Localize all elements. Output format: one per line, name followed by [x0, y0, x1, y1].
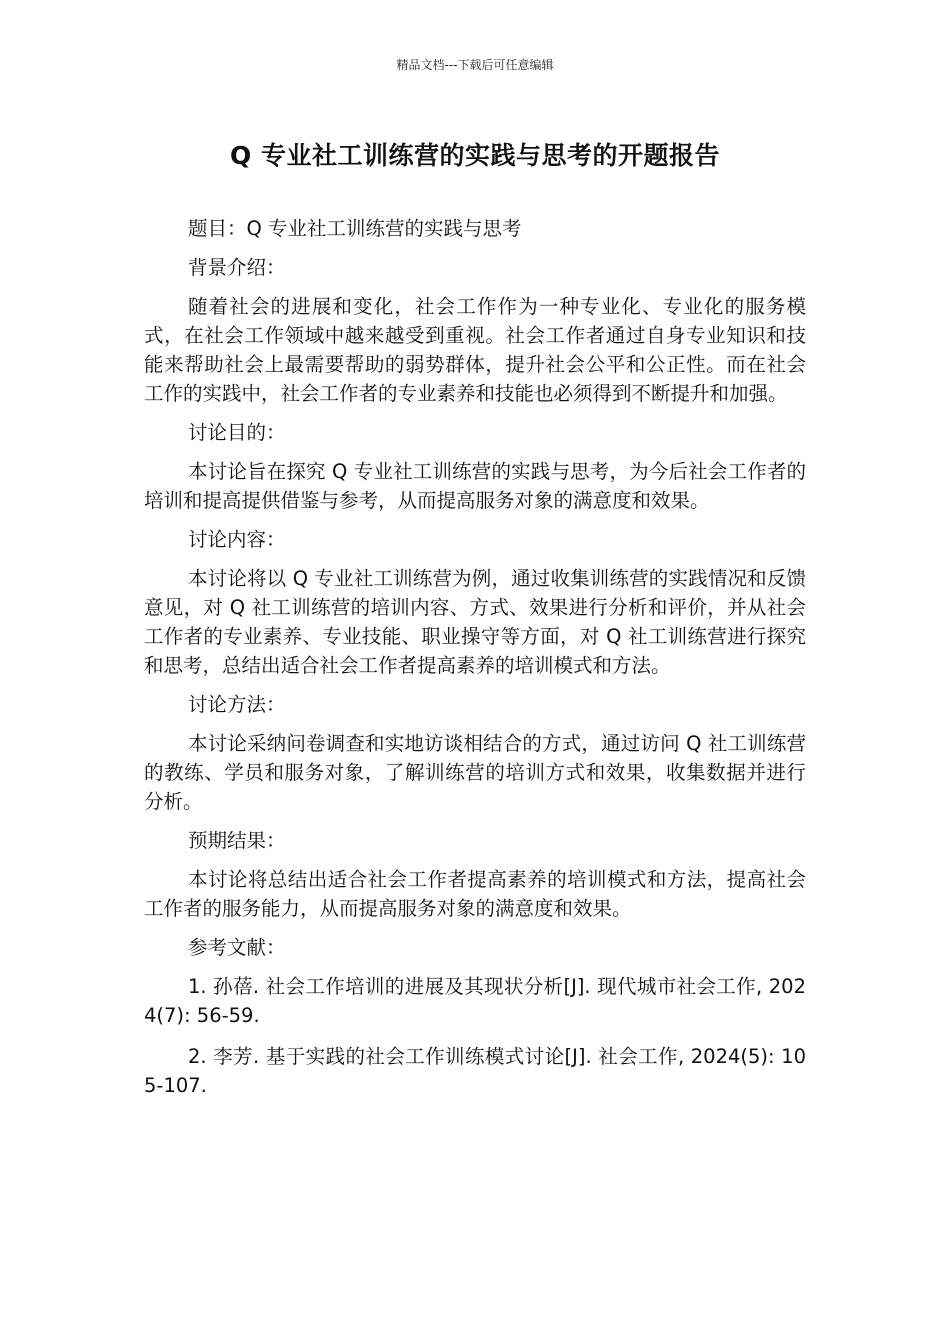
reference-item: 2. 李芳. 基于实践的社会工作训练模式讨论[J]. 社会工作, 2024(5): 105-107.: [144, 1045, 806, 1097]
background-paragraph: 随着社会的进展和变化，社会工作作为一种专业化、专业化的服务模式，在社会工作领域中越来越受到重视。社会工作者通过自身专业知识和技能来帮助社会上最需要帮助的弱势群体，提升社会公平和公正性。而在社会工作的实践中，社会工作者的专业素养和技能也必须得到不断提升和加强。: [144, 295, 806, 405]
method-heading: 讨论方法：: [188, 693, 286, 716]
topic-line: 题目：Q 专业社工训练营的实践与思考: [188, 217, 522, 240]
document-title: Q 专业社工训练营的实践与思考的开题报告: [230, 141, 720, 170]
results-paragraph: 本讨论将总结出适合社会工作者提高素养的培训模式和方法，提高社会工作者的服务能力，从而提高服务对象的满意度和效果。: [144, 868, 806, 920]
purpose-heading: 讨论目的：: [188, 421, 286, 444]
references-heading: 参考文献：: [188, 936, 286, 959]
page-header-watermark: 精品文档---下载后可任意编辑: [396, 58, 554, 72]
content-paragraph: 本讨论将以 Q 专业社工训练营为例，通过收集训练营的实践情况和反馈意见，对 Q 社工训练营的培训内容、方式、效果进行分析和评价，并从社会工作者的专业素养、专业技能、职业操守等方面，对 Q 社工训练营进行探究和思考，总结出适合社会工作者提高素养的培训模式和方法。: [144, 567, 806, 677]
purpose-paragraph: 本讨论旨在探究 Q 专业社工训练营的实践与思考，为今后社会工作者的培训和提高提供借鉴与参考，从而提高服务对象的满意度和效果。: [144, 460, 806, 512]
content-heading: 讨论内容：: [188, 528, 286, 551]
results-heading: 预期结果：: [188, 829, 286, 852]
background-heading: 背景介绍：: [188, 256, 286, 279]
reference-item: 1. 孙蓓. 社会工作培训的进展及其现状分析[J]. 现代城市社会工作, 2024(7): 56-59.: [144, 975, 806, 1027]
method-paragraph: 本讨论采纳问卷调查和实地访谈相结合的方式，通过访问 Q 社工训练营的教练、学员和服务对象，了解训练营的培训方式和效果，收集数据并进行分析。: [144, 732, 806, 813]
document-body: [144, 214, 806, 1112]
